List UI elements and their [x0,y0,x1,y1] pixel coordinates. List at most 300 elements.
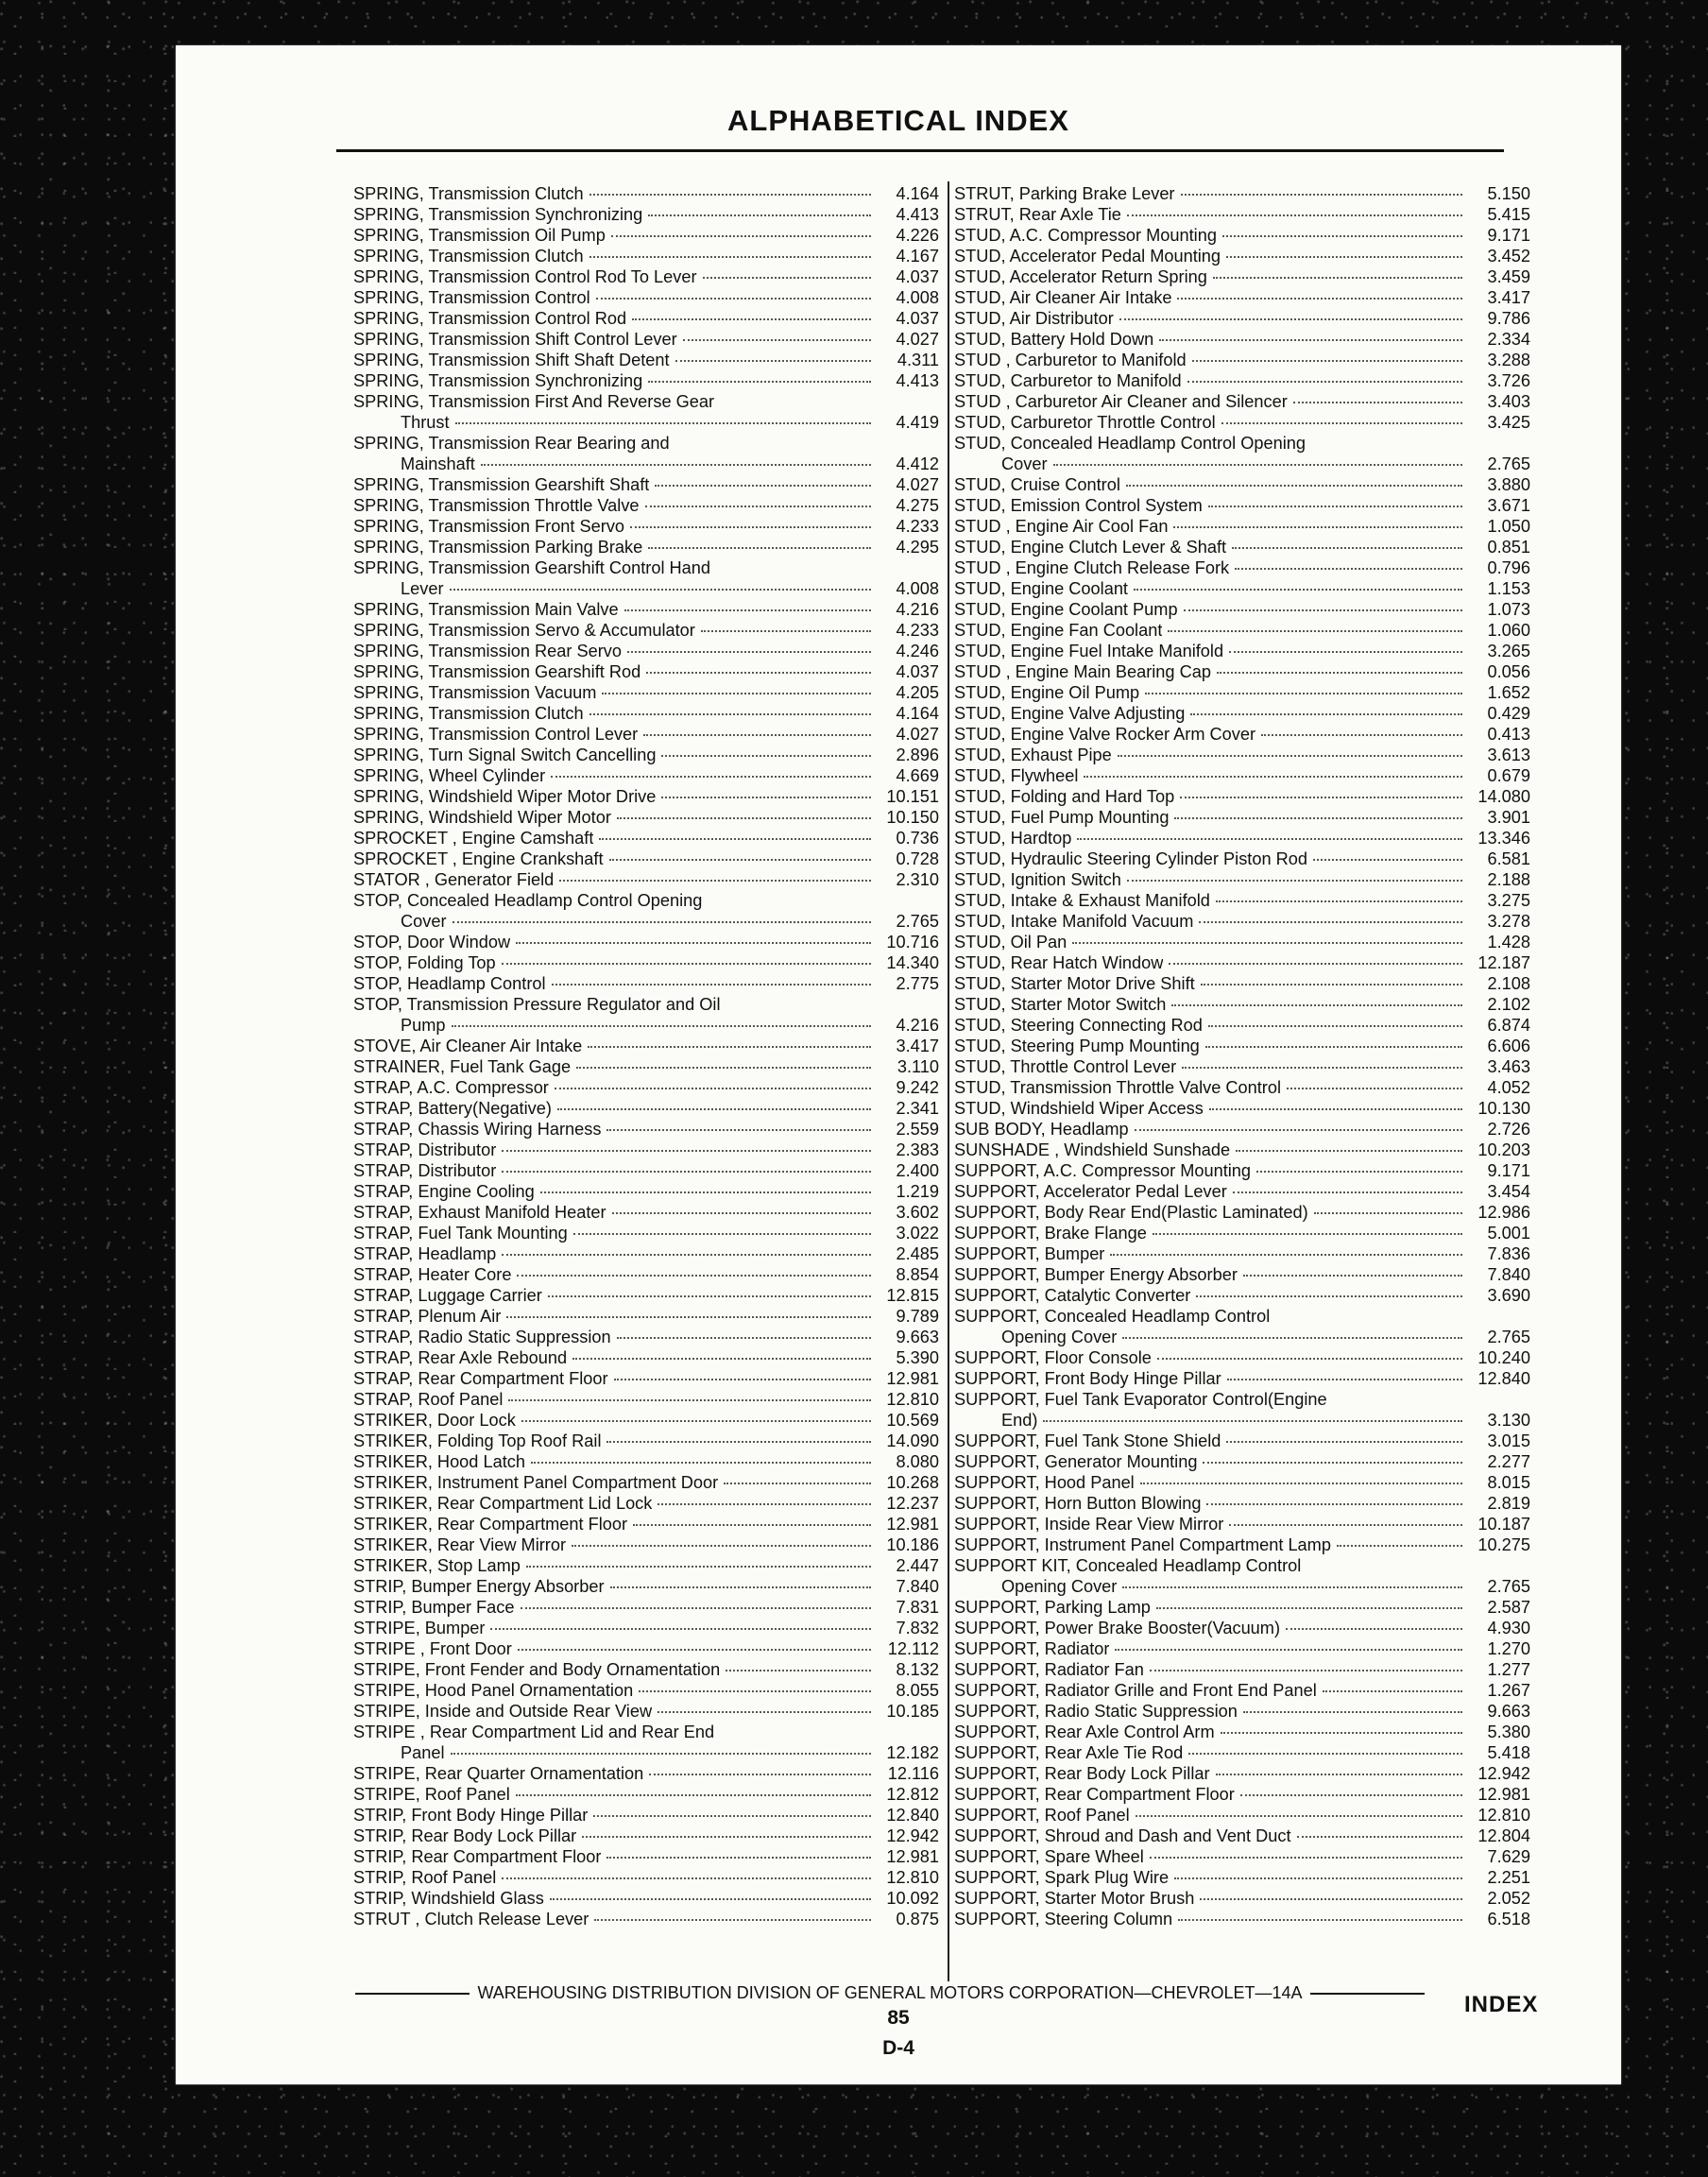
dot-leader [630,525,871,528]
index-entry [954,1347,1530,1368]
index-entry [353,1472,939,1493]
dot-leader [1136,1814,1462,1817]
dot-leader [589,193,871,196]
index-entry-page: 5.380 [1487,1723,1530,1741]
index-entry-page: 2.310 [896,870,939,889]
index-entry-text: SPRING, Transmission Main Valve [353,600,619,619]
index-entry [353,1576,939,1597]
index-entry-page: 2.896 [896,746,939,764]
index-entry [954,724,1530,745]
dot-leader [683,338,871,341]
index-entry [954,786,1530,807]
index-entry [954,1680,1530,1701]
index-entry-page: 3.015 [1487,1431,1530,1450]
index-entry-page: 3.417 [1487,288,1530,307]
index-entry-page: 1.050 [1487,517,1530,536]
dot-leader [582,1835,871,1838]
index-entry-text: STRAP, Distributor [353,1140,497,1159]
dot-leader [661,754,871,757]
index-entry-text: STUD, Windshield Wiper Access [954,1099,1204,1118]
index-entry [353,1618,939,1638]
dot-leader [1110,1253,1462,1256]
index-entry [353,537,939,557]
index-entry [954,745,1530,765]
index-entry-text: STRIKER, Folding Top Roof Rail [353,1431,602,1450]
index-entry-text: SUPPORT KIT, Concealed Headlamp Control [954,1556,1302,1575]
index-entry-text: STRAP, Distributor [353,1161,497,1180]
dot-leader [1216,900,1462,902]
dot-leader [1293,401,1462,403]
index-entry-text: SUB BODY, Headlamp [954,1120,1129,1139]
index-entry [954,682,1530,703]
index-entry-page: 9.171 [1487,1161,1530,1180]
dot-leader [508,1398,871,1401]
dot-leader [1217,671,1462,674]
dot-leader [1240,1793,1462,1796]
index-entry [353,1597,939,1618]
index-entry-text: SPRING, Windshield Wiper Motor Drive [353,787,657,806]
index-entry [954,225,1530,246]
index-entry-text: SPRING, Transmission Synchronizing [353,205,643,224]
index-entry-page: 12.840 [886,1806,939,1825]
dot-leader [555,1087,871,1089]
index-entry-text: SUPPORT, Rear Compartment Floor [954,1785,1235,1804]
dot-leader [502,1877,871,1879]
index-entry [353,1306,939,1327]
index-entry-page: 2.383 [896,1140,939,1159]
index-entry-page: 2.765 [1487,1328,1530,1346]
index-entry-page: 0.851 [1487,538,1530,557]
dot-leader [643,733,871,736]
dot-leader [451,1752,871,1755]
index-entry-text: SUPPORT, Rear Axle Tie Rod [954,1743,1184,1762]
index-entry-page: 2.052 [1487,1889,1530,1908]
index-entry-text: STRAP, Engine Cooling [353,1182,535,1201]
dot-leader [1184,609,1462,611]
dot-leader [1208,505,1462,507]
dot-leader [1196,1294,1462,1297]
index-entry [954,1909,1530,1929]
index-entry-page: 2.341 [896,1099,939,1118]
index-entry [353,599,939,620]
index-entry [353,516,939,537]
index-entry-text: SUPPORT, Brake Flange [954,1224,1147,1243]
index-entry-page: 12.981 [886,1515,939,1534]
index-entry-text: SPRING, Transmission Vacuum [353,683,597,702]
index-entry [954,370,1530,391]
footer-rule-left [355,1993,470,1995]
index-entry-page: 2.765 [896,912,939,931]
index-entry [954,1140,1530,1160]
index-entry-text: SUPPORT, Rear Axle Control Arm [954,1723,1215,1741]
index-entry-text: SUPPORT, Radiator Fan [954,1660,1144,1679]
dot-leader [1084,775,1462,778]
index-entry-text: STOP, Folding Top [353,953,496,972]
index-entry [353,1202,939,1223]
index-entry-text: SUPPORT, Accelerator Pedal Lever [954,1182,1227,1201]
index-entry-page: 3.110 [897,1057,939,1076]
index-entry-text: SPRING, Transmission Shift Control Lever [353,330,677,349]
index-entry [353,911,939,932]
dot-leader [606,1856,871,1859]
index-entry-page: 2.447 [896,1556,939,1575]
index-entry-page: 12.840 [1477,1369,1530,1388]
dot-leader [1227,1378,1462,1380]
index-entry-text: STRAP, Headlamp [353,1244,497,1263]
index-entry-text: STUD, Hardtop [954,829,1072,848]
index-entry-page: 4.295 [896,538,939,557]
index-entry-page: 12.187 [1477,953,1530,972]
dot-leader [502,1170,871,1173]
index-entry-text: SPRING, Transmission Oil Pump [353,226,606,245]
section-label: INDEX [1464,1992,1539,2017]
index-entry-text: Panel [401,1743,445,1762]
index-entry-page: 4.930 [1487,1619,1530,1637]
index-entry [954,1202,1530,1223]
index-entry-text: SPRING, Transmission Clutch [353,247,584,266]
index-entry-page: 5.415 [1487,205,1530,224]
index-entry [353,1036,939,1056]
dot-leader [1199,920,1462,923]
index-entry-page: 3.459 [1487,267,1530,286]
index-entry [353,620,939,641]
index-entry-page: 4.027 [896,330,939,349]
index-entry [353,578,939,599]
index-entry [353,1493,939,1514]
index-entry [353,266,939,287]
index-entry-text: STUD, Engine Fuel Intake Manifold [954,642,1224,660]
dot-leader [452,1024,871,1027]
index-entry-page: 0.736 [896,829,939,848]
index-entry-text: STUD, Hydraulic Steering Cylinder Piston Rod [954,849,1307,868]
index-entry [954,474,1530,495]
index-entry [954,1119,1530,1140]
index-entry-text: Cover [1001,454,1048,473]
footer-rule-right [1310,1993,1425,1995]
dot-leader [1187,380,1462,383]
dot-leader [1235,567,1462,570]
index-entry [954,994,1530,1015]
index-entry-text: STRAP, Plenum Air [353,1307,502,1326]
dot-leader [617,816,871,819]
dot-leader [648,214,871,216]
index-entry-page: 3.463 [1487,1057,1530,1076]
index-entry-page: 2.559 [896,1120,939,1139]
index-entry-text: SPRING, Transmission Parking Brake [353,538,643,557]
index-entry-page: 2.251 [1487,1868,1530,1887]
index-entry-page: 12.986 [1477,1203,1530,1222]
dot-leader [589,255,871,258]
index-entry-text: STUD , Engine Main Bearing Cap [954,662,1211,681]
dot-leader [593,1814,871,1817]
index-entry-page: 2.726 [1487,1120,1530,1139]
dot-leader [1053,463,1462,466]
index-entry-text: Mainshaft [401,454,475,473]
index-entry [954,911,1530,932]
index-entry [353,1410,939,1431]
dot-leader [1229,650,1462,653]
index-entry-page: 7.831 [896,1598,939,1617]
index-entry-text: Cover [401,912,447,931]
index-entry [954,1264,1530,1285]
index-entry [954,1327,1530,1347]
dot-leader [1261,733,1462,736]
index-entry-text: SPRING, Transmission Gearshift Shaft [353,475,650,494]
index-entry [954,1306,1530,1327]
dot-leader [1213,276,1462,279]
dot-leader [1153,1232,1462,1235]
dot-leader [649,1773,871,1775]
index-entry-text: STUD, Starter Motor Switch [954,995,1167,1014]
index-entry [353,1077,939,1098]
index-entry-page: 2.102 [1487,995,1530,1014]
index-entry-page: 4.246 [896,642,939,660]
index-entry-text: STRAP, Exhaust Manifold Heater [353,1203,606,1222]
dot-leader [481,463,871,466]
dot-leader [1171,1003,1462,1006]
index-entry [353,703,939,724]
index-entry [954,557,1530,578]
index-entry-text: STOP, Transmission Pressure Regulator and Oil [353,995,721,1014]
dot-leader [588,1045,871,1048]
index-entry-text: STUD, Intake & Exhaust Manifold [954,891,1210,910]
dot-leader [1337,1544,1462,1547]
index-entry-page: 12.182 [886,1743,939,1762]
index-entry-text: STRAP, Heater Core [353,1265,512,1284]
index-entry-text: STUD , Engine Air Cool Fan [954,517,1169,536]
dot-leader [648,380,871,383]
index-entry-page: 14.090 [886,1431,939,1450]
index-entry-text: STUD, Cruise Control [954,475,1120,494]
dot-leader [1243,1274,1462,1277]
dot-leader [1174,1877,1462,1879]
index-entry-page: 12.116 [887,1764,939,1783]
dot-leader [1208,1024,1462,1027]
index-entry-page: 5.150 [1487,184,1530,203]
index-entry [954,1826,1530,1846]
dot-leader [550,1897,871,1900]
index-entry-page: 10.203 [1477,1140,1530,1159]
index-entry [353,1389,939,1410]
index-entry-text: STUD, Engine Oil Pump [954,683,1140,702]
dot-leader [658,1502,871,1505]
index-entry-text: STUD, Engine Coolant [954,579,1128,598]
index-entry [954,869,1530,890]
index-entry-text: STUD, A.C. Compressor Mounting [954,226,1217,245]
index-entry-page: 4.027 [896,725,939,744]
index-entry [353,1368,939,1389]
index-entry [353,391,939,412]
index-entry-text: STRIP, Front Body Hinge Pillar [353,1806,589,1825]
index-entry-text: SUPPORT, Radio Static Suppression [954,1702,1238,1721]
index-entry-page: 9.789 [896,1307,939,1326]
dot-leader [576,1066,871,1069]
index-entry [353,412,939,433]
index-entry [954,703,1530,724]
index-entry [954,329,1530,350]
index-entry-text: SPRING, Transmission Rear Servo [353,642,623,660]
index-entry-text: SUPPORT, Roof Panel [954,1806,1130,1825]
index-entry-page: 4.419 [896,413,939,432]
index-entry [353,1223,939,1243]
index-entry-text: STUD, Accelerator Pedal Mounting [954,247,1221,266]
index-entry-page: 2.765 [1487,454,1530,473]
index-entry-text: STUD, Transmission Throttle Valve Control [954,1078,1282,1097]
index-entry-text: STUD, Engine Coolant Pump [954,600,1178,619]
index-entry-page: 3.130 [1487,1411,1530,1430]
index-entry [353,329,939,350]
index-entry-text: STRIPE, Inside and Outside Rear View [353,1702,653,1721]
index-entry [954,1015,1530,1036]
index-entry [353,225,939,246]
index-entry-page: 2.188 [1487,870,1530,889]
dot-leader [606,1440,871,1443]
index-entry-text: STUD, Engine Fan Coolant [954,621,1163,640]
index-entry [954,1722,1530,1742]
dot-leader [599,837,871,840]
dot-leader [1200,1897,1462,1900]
dot-leader [1206,1502,1462,1505]
index-entry [353,1555,939,1576]
index-entry-page: 2.108 [1487,974,1530,993]
index-entry [353,952,939,973]
index-entry [954,1867,1530,1888]
index-entry [353,1909,939,1929]
index-entry-page: 7.832 [896,1619,939,1637]
index-entry [954,641,1530,661]
index-entry [353,308,939,329]
index-entry [954,1160,1530,1181]
index-entry-text: STUD, Folding and Hard Top [954,787,1175,806]
index-entry-text: STRAP, Luggage Carrier [353,1286,542,1305]
index-entry-page: 8.080 [896,1452,939,1471]
index-entry-text: STRAP, Chassis Wiring Harness [353,1120,602,1139]
index-entry [954,1181,1530,1202]
index-entry [954,204,1530,225]
index-entry-text: Pump [401,1016,446,1035]
index-entry [353,1264,939,1285]
dot-leader [612,1211,871,1214]
index-entry-text: SUPPORT, Shroud and Dash and Vent Duct [954,1826,1291,1845]
index-entry [353,1285,939,1306]
index-entry-page: 2.775 [896,974,939,993]
dot-leader [531,1461,871,1464]
dot-leader [610,1586,871,1588]
index-entry [954,1701,1530,1722]
index-entry [954,849,1530,869]
index-entry-text: SPROCKET , Engine Camshaft [353,829,594,848]
index-entry-page: 4.412 [896,454,939,473]
index-entry-page: 3.690 [1487,1286,1530,1305]
index-entry [353,869,939,890]
dot-leader [1126,484,1462,487]
index-entry-page: 10.185 [886,1702,939,1721]
index-entry [353,1701,939,1722]
index-entry-page: 10.092 [886,1889,939,1908]
dot-leader [1077,837,1462,840]
dot-leader [1122,1336,1462,1339]
index-entry [954,1638,1530,1659]
index-entry [954,807,1530,828]
index-entry-page: 12.942 [886,1826,939,1845]
index-entry-text: SUPPORT, Spark Plug Wire [954,1868,1170,1887]
index-entry-page: 1.277 [1487,1660,1530,1679]
index-entry [353,682,939,703]
index-entry-text: STRIPE, Front Fender and Body Ornamentation [353,1660,721,1679]
index-entry [353,890,939,911]
index-entry-text: Opening Cover [1001,1577,1118,1596]
index-entry-text: STRIPE, Bumper [353,1619,486,1637]
index-entry-text: STUD, Steering Pump Mounting [954,1037,1200,1055]
index-entry-text: STRIKER, Rear Compartment Floor [353,1515,628,1534]
dot-leader [572,1357,871,1360]
dot-leader [602,692,871,694]
index-entry [954,1098,1530,1119]
index-entry-page: 7.840 [896,1577,939,1596]
index-entry-text: SPRING, Transmission Rear Bearing and [353,434,670,453]
index-entry [353,183,939,204]
index-entry-page: 3.602 [896,1203,939,1222]
index-entry-text: STRAP, Radio Static Suppression [353,1328,611,1346]
dot-leader [1297,1835,1462,1838]
index-entry [353,433,939,454]
index-entry-page: 6.581 [1487,849,1530,868]
index-column-right [954,183,1530,1929]
index-entry-text: SUPPORT, Radiator [954,1639,1110,1658]
index-entry-page: 4.037 [896,267,939,286]
index-entry-page: 3.288 [1487,351,1530,369]
index-entry-text: STRIPE, Rear Quarter Ornamentation [353,1764,644,1783]
dot-leader [675,359,871,362]
dot-leader [1226,1440,1462,1443]
index-entry [353,495,939,516]
index-entry-page: 9.786 [1487,309,1530,328]
index-entry-text: STRUT , Clutch Release Lever [353,1910,589,1928]
index-entry-text: STOP, Headlamp Control [353,974,546,993]
index-entry-text: SUPPORT, Fuel Tank Evaporator Control(Engine [954,1390,1327,1409]
index-entry-page: 12.804 [1477,1826,1530,1845]
index-entry-text: STUD, Battery Hold Down [954,330,1154,349]
index-entry-text: STUD, Flywheel [954,766,1079,785]
index-entry-page: 0.728 [896,849,939,868]
dot-leader [1150,1669,1462,1671]
index-entry [954,1472,1530,1493]
index-entry [353,1347,939,1368]
dot-leader [1287,1087,1462,1089]
index-entry [353,350,939,370]
index-entry [353,1119,939,1140]
index-entry-page: 4.205 [896,683,939,702]
index-entry-text: STUD, Exhaust Pipe [954,746,1112,764]
dot-leader [548,1294,871,1297]
dot-leader [502,1149,871,1152]
index-entry [353,454,939,474]
index-entry-page: 4.037 [896,309,939,328]
dot-leader [1118,754,1462,757]
index-entry-text: STRIKER, Rear Compartment Lid Lock [353,1494,653,1513]
index-entry [954,1576,1530,1597]
dot-leader [646,671,871,674]
index-entry [954,537,1530,557]
dot-leader [1122,1586,1462,1588]
index-entry-page: 6.518 [1487,1910,1530,1928]
dot-leader [1182,1066,1462,1069]
dot-leader [518,1648,871,1651]
index-entry [353,724,939,745]
page-number: 85 [887,2007,910,2029]
index-entry-text: STUD, Starter Motor Drive Shift [954,974,1195,993]
footer-publisher-line [355,1983,1425,2003]
